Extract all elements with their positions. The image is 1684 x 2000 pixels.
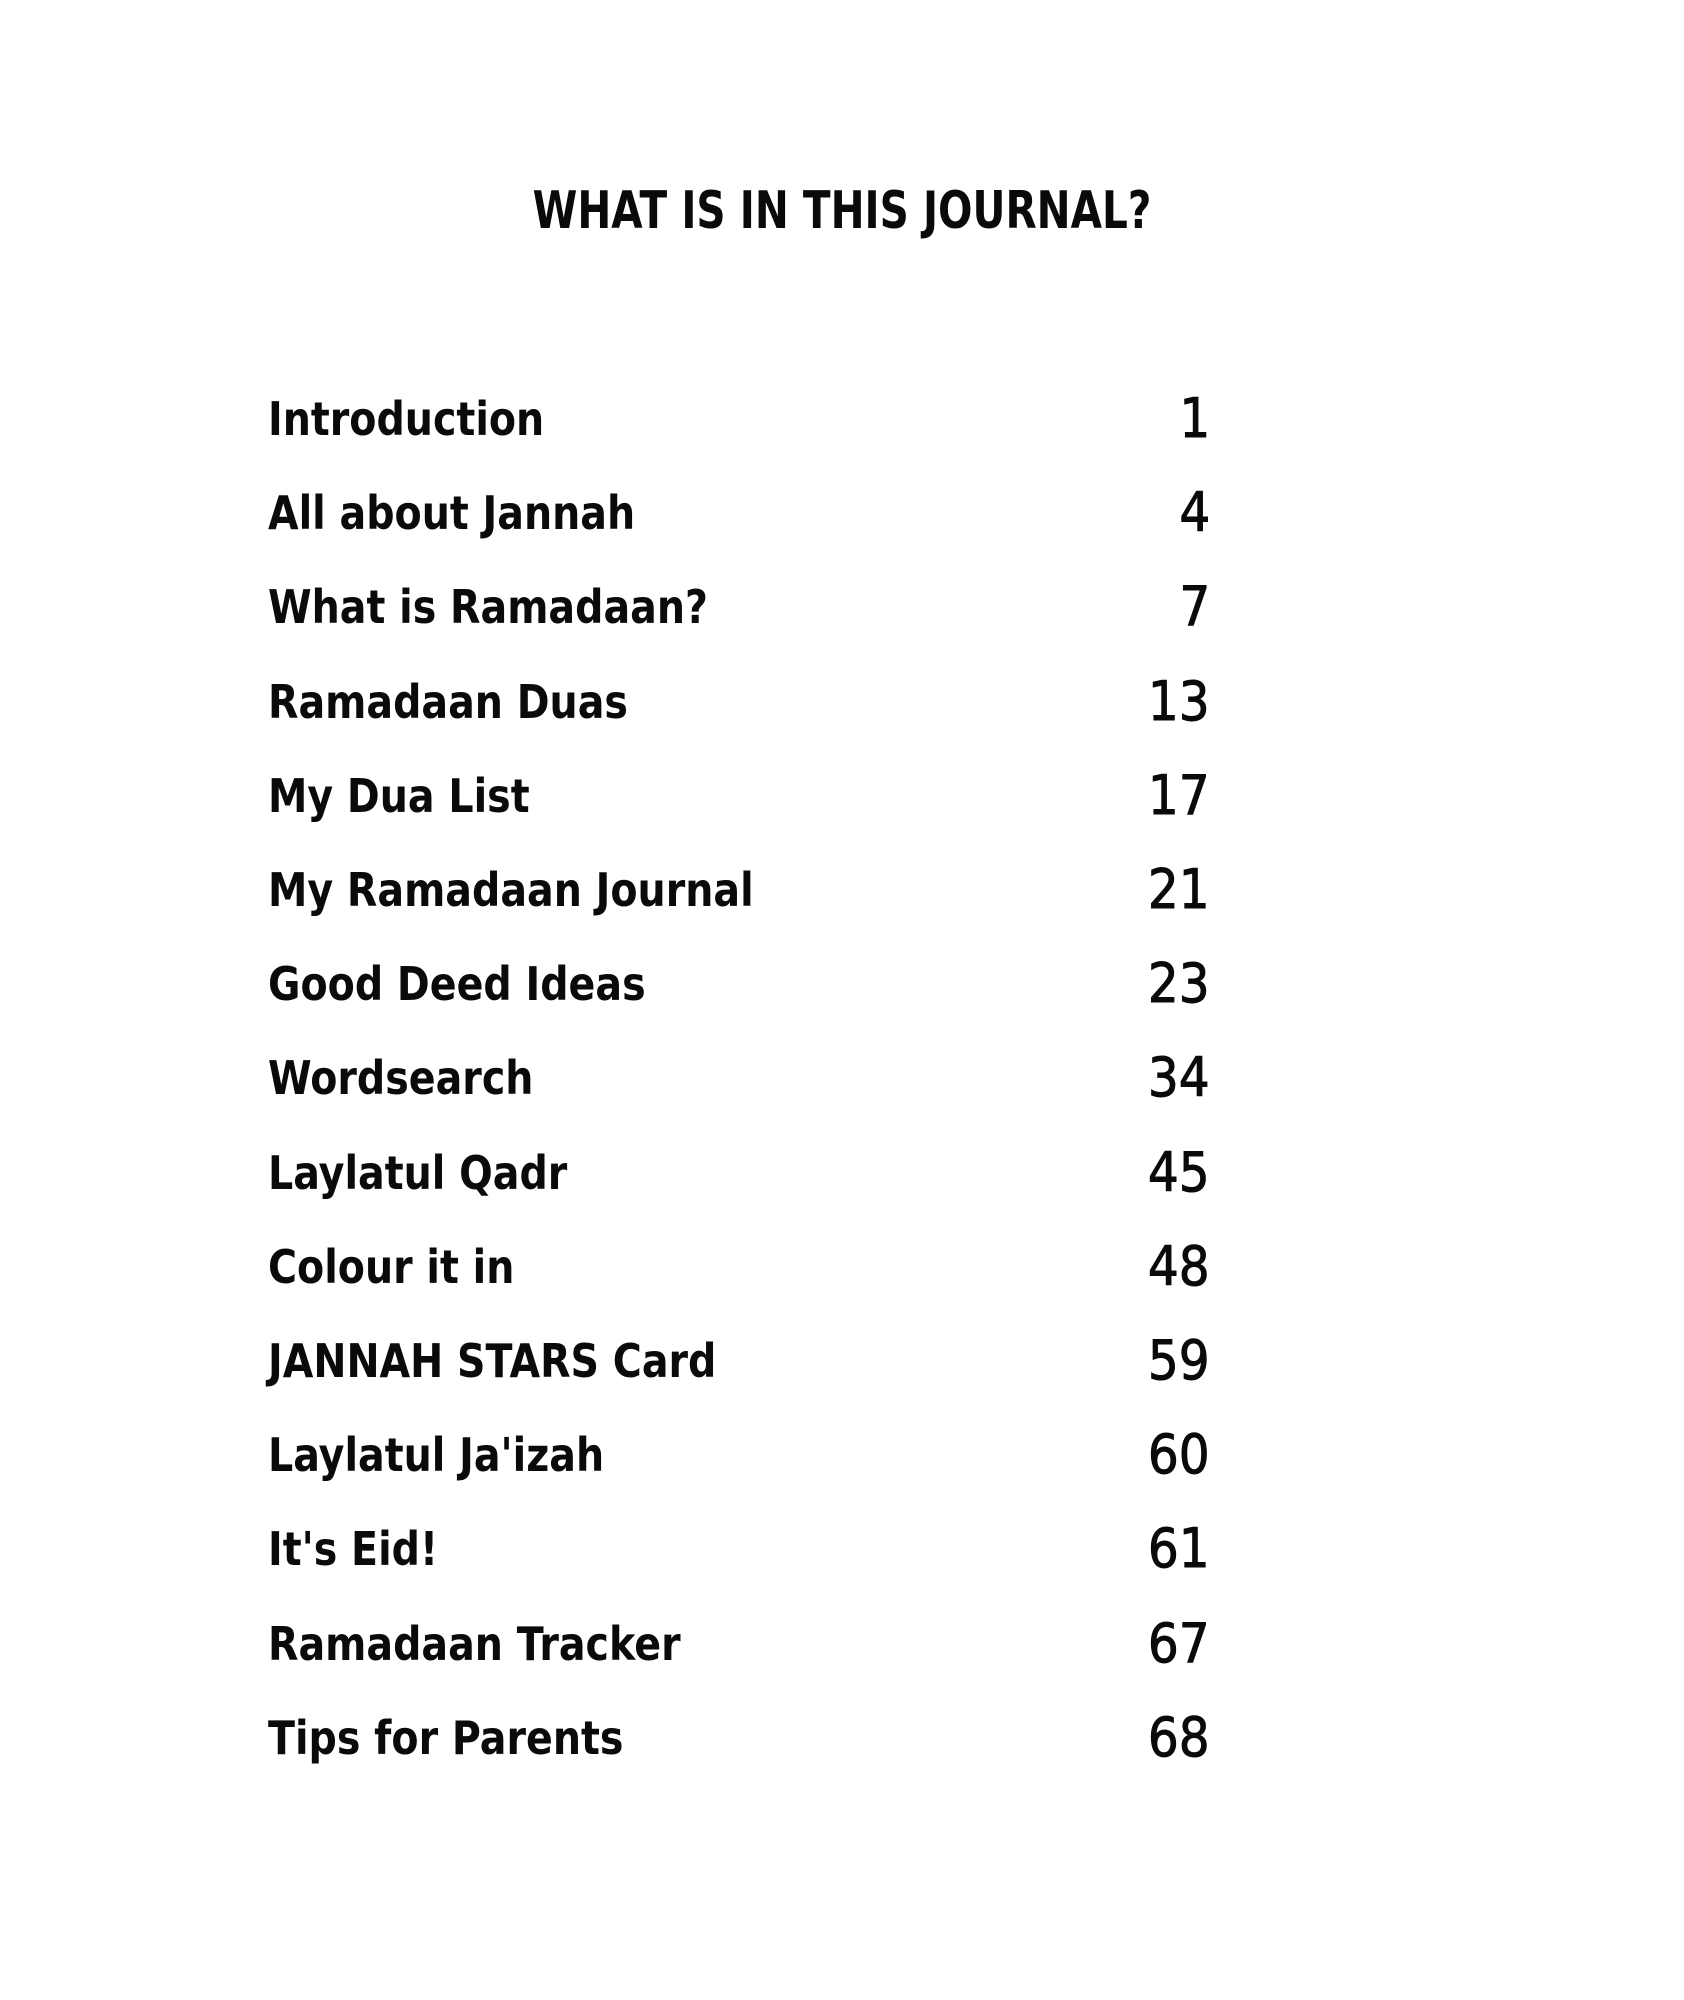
toc-entry-label: Laylatul Ja'izah [268,1428,605,1483]
toc-entry-laylatul-jaizah [268,1408,1210,1502]
toc-entry-page-number: 61 [1148,1517,1210,1581]
toc-entry-all-about-jannah [268,466,1210,560]
toc-entry-page-number: 13 [1148,669,1210,733]
toc-entry-good-deed-ideas [268,937,1210,1031]
toc-entry-label: Laylatul Qadr [268,1145,568,1200]
toc-entry-ramadaan-tracker [268,1596,1210,1690]
toc-entry-wordsearch [268,1031,1210,1125]
toc-entry-label: Tips for Parents [268,1710,624,1765]
toc-entry-tips-for-parents [268,1691,1210,1785]
toc-entry-label: Good Deed Ideas [268,957,646,1012]
toc-entry-page-number: 4 [1179,481,1210,545]
toc-entry-page-number: 60 [1148,1423,1210,1487]
toc-entry-page-number: 59 [1148,1328,1210,1392]
toc-entry-page-number: 68 [1148,1705,1210,1769]
toc-entry-page-number: 23 [1148,952,1210,1016]
toc-entry-page-number: 45 [1148,1140,1210,1204]
toc-entry-label: Ramadaan Tracker [268,1616,681,1671]
toc-entry-label: Ramadaan Duas [268,674,628,729]
toc-entry-label: My Dua List [268,768,530,823]
toc-entry-label: My Ramadaan Journal [268,863,754,918]
toc-entry-page-number: 34 [1148,1046,1210,1110]
toc-entry-label: Wordsearch [268,1051,534,1106]
toc-entry-laylatul-qadr [268,1126,1210,1220]
toc-entry-page-number: 67 [1148,1611,1210,1675]
toc-entry-ramadaan-duas [268,655,1210,749]
toc-entry-label: Introduction [268,392,545,447]
toc-entry-label: It's Eid! [268,1522,439,1577]
toc-entry-colour-it-in [268,1220,1210,1314]
toc-entry-page-number: 21 [1148,858,1210,922]
toc-entry-my-ramadaan-journal [268,843,1210,937]
toc-entry-page-number: 7 [1179,575,1210,639]
toc-entry-jannah-stars-card [268,1314,1210,1408]
table-of-contents [268,372,1210,1785]
toc-entry-its-eid [268,1502,1210,1596]
toc-entry-label: JANNAH STARS Card [268,1333,717,1388]
toc-entry-label: All about Jannah [268,486,636,541]
page-title: WHAT IS IN THIS JOURNAL? [532,181,1152,241]
toc-entry-my-dua-list [268,749,1210,843]
toc-entry-page-number: 1 [1179,387,1210,451]
toc-entry-page-number: 48 [1148,1234,1210,1298]
toc-entry-what-is-ramadaan [268,560,1210,654]
toc-entry-introduction [268,372,1210,466]
toc-entry-label: What is Ramadaan? [268,580,708,635]
toc-entry-label: Colour it in [268,1239,515,1294]
toc-entry-page-number: 17 [1148,763,1210,827]
